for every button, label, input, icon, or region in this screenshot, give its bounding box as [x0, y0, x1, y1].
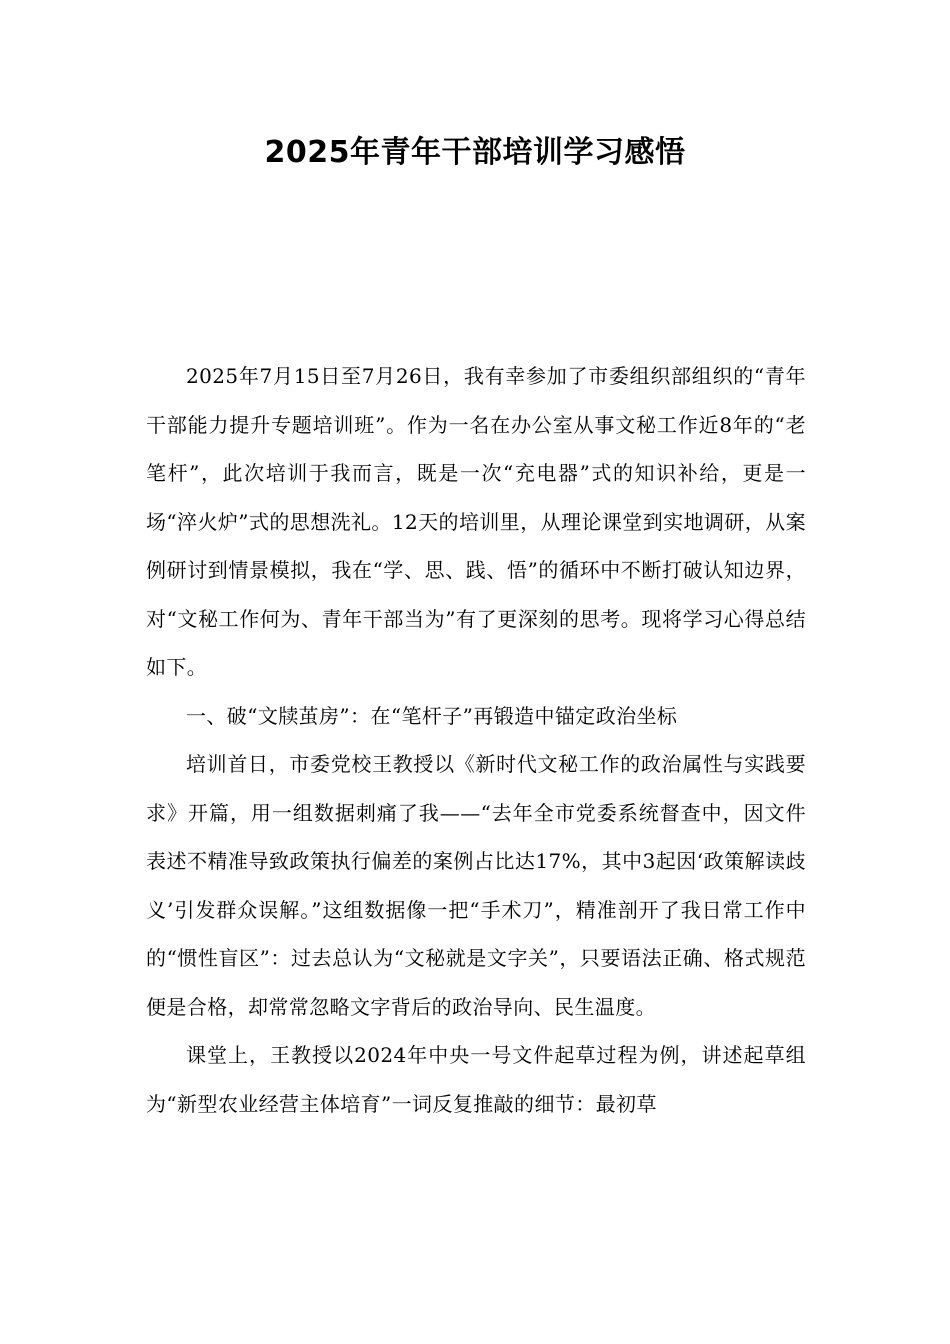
document-body: [146, 352, 806, 1128]
intro-paragraph: 2025年7月15日至7月26日，我有幸参加了市委组织部组织的“青年干部能力提升专题培训班”。作为一名在办公室从事文秘工作近8年的“老笔杆”，此次培训于我而言，既是一次“充电器”式的知识补给，更是一场“淬火炉”式的思想洗礼。12天的培训里，从理论课堂到实地调研，从案例研讨到情景模拟，我在“学、思、践、悟”的循环中不断打破认知边界，对“文秘工作何为、青年干部当为”有了更深刻的思考。现将学习心得总结如下。: [146, 364, 806, 679]
section-paragraph-1: 培训首日，市委党校王教授以《新时代文秘工作的政治属性与实践要求》开篇，用一组数据刺痛了我——“去年全市党委系统督查中，因文件表述不精准导致政策执行偏差的案例占比达17%，其中3起因‘政策解读歧义’引发群众误解。”这组数据像一把“手术刀”，精准剖开了我日常工作中的“惯性盲区”：过去总认为“文秘就是文字关”，只要语法正确、格式规范便是合格，却常常忽略文字背后的政治导向、民生温度。: [146, 752, 806, 1019]
section-paragraph-2: 课堂上，王教授以2024年中央一号文件起草过程为例，讲述起草组为“新型农业经营主体培育”一词反复推敲的细节：最初草: [146, 1043, 806, 1116]
document-title: 2025年青年干部培训学习感悟: [264, 135, 686, 170]
section-heading: 一、破“文牍茧房”：在“笔杆子”再锻造中锚定政治坐标: [186, 703, 678, 728]
